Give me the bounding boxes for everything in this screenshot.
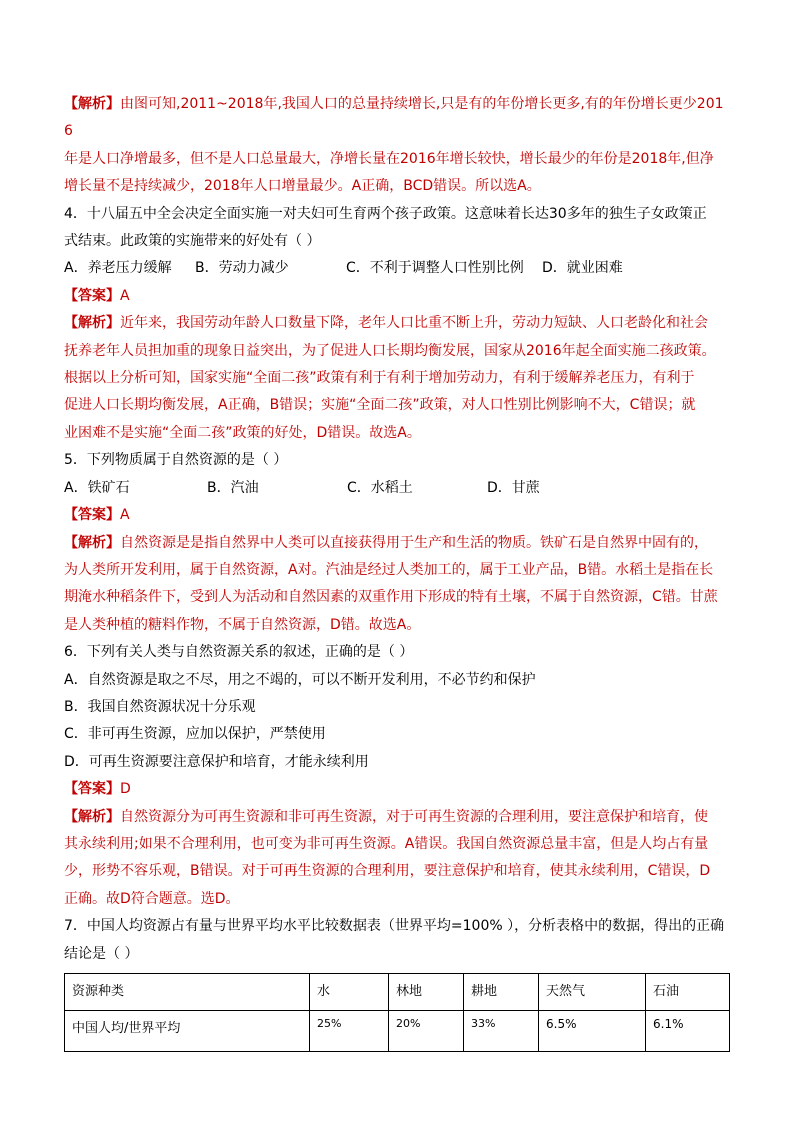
q6-option-c: C．非可再生资源，应加以保护，严禁使用 <box>64 726 326 743</box>
q4-option-c: C．不利于调整人口性别比例 <box>346 260 524 277</box>
table-row <box>65 1011 730 1052</box>
table-cell: 20% <box>389 1011 464 1052</box>
q5-answer: 【答案】A <box>64 507 130 524</box>
table-header-row <box>65 974 730 1011</box>
table-header-cell: 水 <box>310 974 389 1011</box>
q3-analysis-line-3: 增长量不是持续减少，2018年人口增量最少。A正确，BCD错误。所以选A。 <box>64 178 541 195</box>
q5-analysis-line-3: 期淹水种稻条件下，受到人为活动和自然因素的双重作用下形成的特有土壤，不属于自然资源，C错。甘蔗 <box>64 589 718 606</box>
answer-tag: 【答案】 <box>64 781 120 798</box>
table-cell: 6.1% <box>646 1011 730 1052</box>
analysis-tag: 【解析】 <box>64 534 120 551</box>
q5-option-b: B．汽油 <box>207 479 259 496</box>
q4-answer: 【答案】A <box>64 287 130 304</box>
analysis-tag: 【解析】 <box>64 315 120 332</box>
q4-option-a: A．养老压力缓解 <box>64 260 172 277</box>
resource-comparison-table <box>64 973 730 1052</box>
q5-option-d: D．甘蔗 <box>487 479 540 496</box>
q3-analysis-line-1: 【解析】由图可知,2011~2018年,我国人口的总量持续增长,只是有的年份增长更多,有的年份增长更少2016 <box>64 96 724 140</box>
q4-analysis-line-5: 业困难不是实施“全面二孩”政策的好处，D错误。故选A。 <box>64 424 421 441</box>
q6-option-b: B．我国自然资源状况十分乐观 <box>64 698 256 715</box>
q5-options <box>64 475 732 502</box>
table-header-cell: 耕地 <box>464 974 539 1011</box>
answer-tag: 【答案】 <box>64 507 120 524</box>
q5-analysis-line-1: 【解析】自然资源是是指自然界中人类可以直接获得用于生产和生活的物质。铁矿石是自然界中固有的， <box>64 534 708 551</box>
analysis-tag: 【解析】 <box>64 808 120 825</box>
q4-analysis-line-4: 促进人口长期均衡发展，A正确，B错误；实施“全面二孩”政策，对人口性别比例影响不大，C错误；就 <box>64 397 696 414</box>
q6-analysis-line-1: 【解析】自然资源分为可再生资源和非可再生资源，对于可再生资源的合理利用，要注意保护和培育，使 <box>64 808 708 825</box>
q4-stem-line-1: 4．十八届五中全会决定全面实施一对夫妇可生育两个孩子政策。这意味着长达30多年的独生子女政策正 <box>64 205 707 222</box>
q5-option-a: A．铁矿石 <box>64 479 130 496</box>
table-header-cell: 石油 <box>646 974 730 1011</box>
q6-option-a: A．自然资源是取之不尽，用之不竭的，可以不断开发利用，不必节约和保护 <box>64 671 536 688</box>
answer-tag: 【答案】 <box>64 287 120 304</box>
table-cell: 中国人均/世界平均 <box>65 1011 310 1052</box>
table-header-cell: 林地 <box>389 974 464 1011</box>
table-header-cell: 天然气 <box>539 974 646 1011</box>
q4-option-b: B．劳动力减少 <box>195 260 289 277</box>
q4-option-d: D．就业困难 <box>542 260 623 277</box>
q6-analysis-line-2: 其永续利用;如果不合理利用，也可变为非可再生资源。A错误。我国自然资源总量丰富，但是人均占有量 <box>64 835 709 852</box>
q4-options <box>64 255 732 282</box>
table-header-cell: 资源种类 <box>65 974 310 1011</box>
table-cell: 33% <box>464 1011 539 1052</box>
q5-option-c: C．水稻土 <box>347 479 413 496</box>
q5-stem: 5．下列物质属于自然资源的是（ ） <box>64 452 288 469</box>
q6-analysis-line-3: 少，形势不容乐观，B错误。对于可再生资源的合理利用，要注意保护和培育，使其永续利用，C错误，D <box>64 863 711 880</box>
q4-analysis-line-3: 根据以上分析可知，国家实施“全面二孩”政策有利于有利于增加劳动力，有利于缓解养老压力，有利于 <box>64 370 695 387</box>
q5-analysis-line-4: 是人类种植的糖料作物，不属于自然资源，D错。故选A。 <box>64 616 421 633</box>
q4-stem-line-2: 式结束。此政策的实施带来的好处有（ ） <box>64 233 321 250</box>
q7-stem-line-2: 结论是（ ） <box>64 945 139 962</box>
q4-analysis-line-1: 【解析】近年来，我国劳动年龄人口数量下降，老年人口比重不断上升，劳动力短缺、人口老龄化和社会 <box>64 315 708 332</box>
q6-answer: 【答案】D <box>64 781 131 798</box>
table-cell: 6.5% <box>539 1011 646 1052</box>
q3-analysis-line-2: 年是人口净增最多，但不是人口总量最大，净增长量在2016年增长较快，增长最少的年份是2018年,但净 <box>64 150 714 167</box>
q4-analysis-line-2: 抚养老年人员担加重的现象日益突出，为了促进人口长期均衡发展，国家从2016年起全面实施二孩政策。 <box>64 342 716 359</box>
q7-stem-line-1: 7．中国人均资源占有量与世界平均水平比较数据表（世界平均=100% ），分析表格中的数据，得出的正确 <box>64 918 725 935</box>
q6-analysis-line-4: 正确。故D符合题意。选D。 <box>64 890 240 907</box>
analysis-tag: 【解析】 <box>64 96 120 112</box>
document-body <box>64 91 732 1052</box>
q6-stem: 6．下列有关人类与自然资源关系的叙述，正确的是（ ） <box>64 644 414 661</box>
table-cell: 25% <box>310 1011 389 1052</box>
q6-option-d: D．可再生资源要注意保护和培育，才能永续利用 <box>64 753 369 770</box>
q5-analysis-line-2: 为人类所开发利用，属于自然资源，A对。汽油是经过人类加工的，属于工业产品，B错。水稻土是指在长 <box>64 561 714 578</box>
